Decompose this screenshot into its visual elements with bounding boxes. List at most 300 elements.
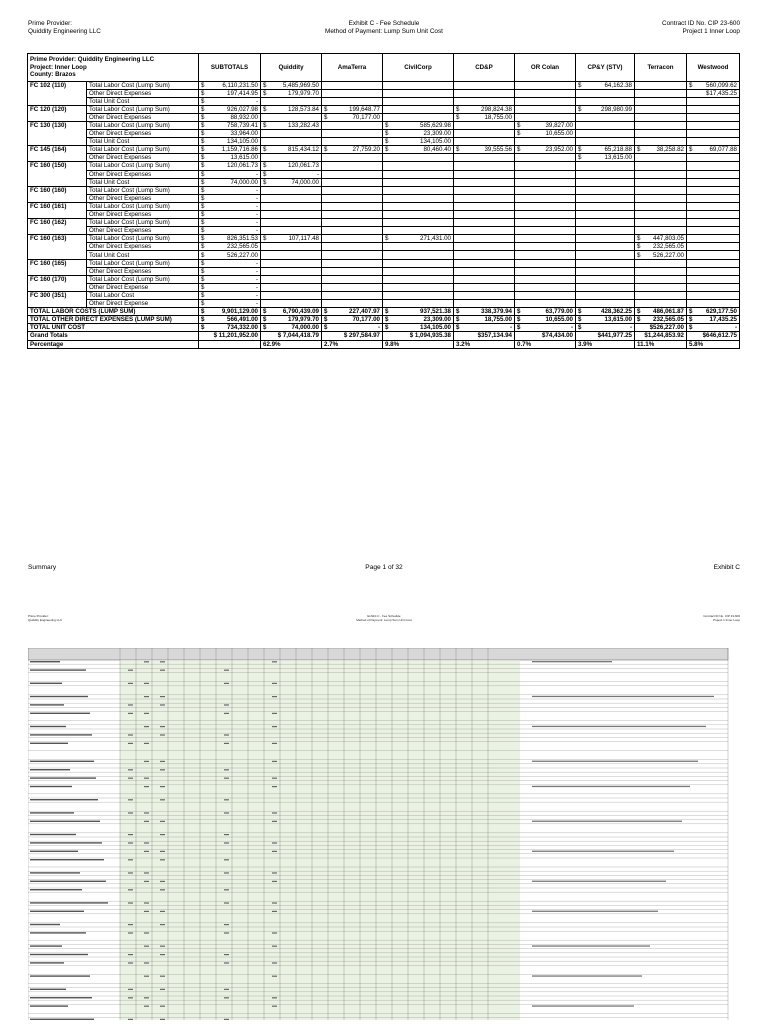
amount-cell xyxy=(687,194,740,202)
amount-cell xyxy=(454,251,515,259)
currency-symbol: $ xyxy=(201,170,205,178)
grid-cell-mark xyxy=(224,812,229,813)
grid-row-text-mark xyxy=(30,997,92,998)
page2-header-line: Contract ID No. CIP 23-600 xyxy=(703,614,740,618)
currency-symbol: $ xyxy=(637,243,641,251)
grid-row-text-mark xyxy=(30,932,86,933)
amount-cell xyxy=(576,154,635,162)
amount-value: 5,485,969.50 xyxy=(282,81,319,89)
amount-cell xyxy=(199,121,261,129)
grand-total-row xyxy=(28,332,740,340)
amount-value: 227,407.97 xyxy=(349,308,380,316)
grid-cell-mark xyxy=(224,962,229,963)
amount-cell xyxy=(576,219,635,227)
grid-cell-mark xyxy=(128,954,133,955)
amount-cell xyxy=(687,324,740,332)
currency-symbol: $ xyxy=(201,316,205,324)
currency-symbol: $ xyxy=(456,113,460,121)
amount-cell xyxy=(515,324,576,332)
amount-value: 232,565.05 xyxy=(227,243,258,251)
cost-description: Total Labor Cost (Lump Sum) xyxy=(87,105,199,113)
prime-provider-label: Prime Provider: xyxy=(28,20,73,27)
amount-cell xyxy=(687,243,740,251)
amount-cell xyxy=(199,316,261,324)
amount-cell xyxy=(515,251,576,259)
amount-cell xyxy=(261,227,322,235)
amount-cell xyxy=(687,275,740,283)
grid-row-text-mark xyxy=(30,704,64,705)
table-header-row xyxy=(28,54,740,82)
grid-cell-mark xyxy=(144,872,149,873)
payment-method: Method of Payment: Lump Sum Unit Cost xyxy=(325,28,443,35)
amount-value: - xyxy=(316,170,319,178)
amount-cell xyxy=(199,154,261,162)
amount-cell xyxy=(199,235,261,243)
corner-header xyxy=(28,54,199,82)
amount-cell xyxy=(576,300,635,308)
amount-value: 758,739.41 xyxy=(227,122,258,130)
amount-cell xyxy=(576,316,635,324)
amount-cell xyxy=(687,267,740,275)
amount-cell xyxy=(635,186,687,194)
grid-cell-mark xyxy=(224,924,229,925)
cost-description: Total Unit Cost xyxy=(87,97,199,105)
table-row xyxy=(28,194,740,202)
function-code: FC 160 (165) xyxy=(28,259,87,275)
cost-description: Total Labor Cost (Lump Sum) xyxy=(87,121,199,129)
page2-header-line: Exhibit C - Fee Schedule xyxy=(367,614,401,618)
amount-value: - xyxy=(629,324,632,332)
amount-cell xyxy=(687,227,740,235)
percentage-row-label: Percentage xyxy=(28,340,199,348)
amount-value: $526,227.00 xyxy=(649,324,684,332)
grid-comment-mark xyxy=(532,945,650,946)
amount-value: 74,000.00 xyxy=(291,324,319,332)
amount-cell xyxy=(635,113,687,121)
amount-cell xyxy=(687,138,740,146)
amount-cell xyxy=(576,186,635,194)
grid-row-text-mark xyxy=(30,726,66,727)
amount-cell xyxy=(383,219,454,227)
amount-cell xyxy=(261,267,322,275)
currency-symbol: $ xyxy=(517,130,521,138)
table-row xyxy=(28,121,740,129)
function-code: FC 160 (161) xyxy=(28,202,87,218)
amount-cell xyxy=(322,275,383,283)
grid-cell-mark xyxy=(224,859,229,860)
grid-cell-mark xyxy=(128,859,133,860)
grid-row-text-mark xyxy=(30,696,88,697)
grid-cell-mark xyxy=(160,881,165,882)
amount-cell xyxy=(515,243,576,251)
grid-cell-mark xyxy=(128,872,133,873)
amount-cell xyxy=(454,154,515,162)
currency-symbol: $ xyxy=(324,146,328,154)
amount-cell xyxy=(576,162,635,170)
grid-cell-mark xyxy=(160,769,165,770)
amount-cell xyxy=(454,186,515,194)
amount-cell xyxy=(383,97,454,105)
currency-symbol: $ xyxy=(578,324,582,332)
grid-hours-shading xyxy=(120,660,520,1020)
amount-value: 298,824.38 xyxy=(481,105,512,113)
amount-cell xyxy=(454,267,515,275)
amount-cell xyxy=(454,219,515,227)
grid-cell-mark xyxy=(144,761,149,762)
amount-value: 64,162.38 xyxy=(604,81,632,89)
function-code: FC 120 (120) xyxy=(28,105,87,121)
amount-cell xyxy=(454,300,515,308)
amount-cell xyxy=(687,89,740,97)
cost-description: Total Labor Cost xyxy=(87,291,199,299)
grid-row-text-mark xyxy=(30,842,102,843)
amount-cell xyxy=(261,97,322,105)
grand-total-row-cell: $357,134.94 xyxy=(454,332,515,340)
grid-row-text-mark xyxy=(30,889,82,890)
grid-cell-mark xyxy=(160,924,165,925)
amount-cell xyxy=(454,170,515,178)
amount-cell xyxy=(576,324,635,332)
grid-row-text-mark xyxy=(30,859,104,860)
percentage-row-cell: 9.8% xyxy=(383,340,454,348)
amount-cell xyxy=(687,291,740,299)
grand-total-row-cell: $ 7,044,418.79 xyxy=(261,332,322,340)
amount-value: $17,435.25 xyxy=(706,89,737,97)
grid-row-text-mark xyxy=(30,851,78,852)
currency-symbol: $ xyxy=(201,291,205,299)
grid-cell-mark xyxy=(144,743,149,744)
grid-cell-mark xyxy=(272,997,277,998)
amount-cell xyxy=(515,275,576,283)
function-code: FC 160 (170) xyxy=(28,275,87,291)
cost-description: Total Labor Cost (Lump Sum) xyxy=(87,275,199,283)
grid-cell-mark xyxy=(272,851,277,852)
amount-cell xyxy=(261,81,322,89)
task-hours-grid xyxy=(28,648,740,1020)
amount-value: - xyxy=(377,324,380,332)
amount-cell xyxy=(383,243,454,251)
amount-cell xyxy=(261,105,322,113)
grand-total-row-cell: $ 11,201,952.00 xyxy=(199,332,261,340)
currency-symbol: $ xyxy=(201,194,205,202)
header-center xyxy=(0,20,768,36)
currency-symbol: $ xyxy=(385,138,389,146)
contract-id: Contract ID No. CIP 23-600 xyxy=(661,20,740,27)
amount-cell xyxy=(635,162,687,170)
amount-cell xyxy=(635,291,687,299)
amount-cell xyxy=(454,113,515,121)
amount-cell xyxy=(383,259,454,267)
grid-row-text-mark xyxy=(30,799,98,800)
amount-cell xyxy=(383,105,454,113)
amount-cell xyxy=(515,283,576,291)
amount-cell xyxy=(261,162,322,170)
amount-cell xyxy=(261,170,322,178)
cost-description: Total Labor Cost (Lump Sum) xyxy=(87,146,199,154)
amount-value: - xyxy=(255,291,258,299)
amount-cell xyxy=(515,308,576,316)
currency-symbol: $ xyxy=(201,227,205,235)
task-hours-grid-lines xyxy=(28,648,740,1020)
amount-cell xyxy=(635,202,687,210)
amount-cell xyxy=(515,211,576,219)
currency-symbol: $ xyxy=(456,316,460,324)
page2-header-line: Prime Provider: xyxy=(28,614,49,618)
amount-cell xyxy=(261,194,322,202)
table-row xyxy=(28,202,740,210)
grid-cell-mark xyxy=(272,821,277,822)
currency-symbol: $ xyxy=(324,308,328,316)
amount-cell xyxy=(322,267,383,275)
grid-cell-mark xyxy=(160,734,165,735)
amount-cell xyxy=(515,130,576,138)
grid-cell-mark xyxy=(272,812,277,813)
table-row xyxy=(28,227,740,235)
amount-cell xyxy=(199,308,261,316)
corner-line: County: Brazos xyxy=(30,71,76,78)
amount-cell xyxy=(687,121,740,129)
amount-cell xyxy=(515,113,576,121)
footer-left: Summary xyxy=(28,564,57,571)
amount-value: 566,491.00 xyxy=(227,316,258,324)
cost-description: Total Labor Cost (Lump Sum) xyxy=(87,219,199,227)
currency-symbol: $ xyxy=(456,324,460,332)
page2-header-right xyxy=(703,615,740,622)
amount-cell xyxy=(576,121,635,129)
amount-cell xyxy=(454,81,515,89)
cost-description: Total Labor Cost (Lump Sum) xyxy=(87,202,199,210)
fee-schedule-table xyxy=(27,53,740,349)
grid-cell-mark xyxy=(128,834,133,835)
grid-cell-mark xyxy=(144,932,149,933)
corner-line: Prime Provider: Quiddity Engineering LLC xyxy=(30,56,155,63)
amount-value: - xyxy=(255,194,258,202)
amount-cell xyxy=(199,186,261,194)
grid-cell-mark xyxy=(144,713,149,714)
grid-row-text-mark xyxy=(30,821,100,822)
amount-cell xyxy=(261,243,322,251)
grid-cell-mark xyxy=(128,683,133,684)
cost-description: Other Direct Expenses xyxy=(87,194,199,202)
currency-symbol: $ xyxy=(517,146,521,154)
amount-cell xyxy=(322,146,383,154)
grid-cell-mark xyxy=(128,889,133,890)
amount-cell xyxy=(576,308,635,316)
table-row xyxy=(28,178,740,186)
total-label: TOTAL LABOR COSTS (LUMP SUM) xyxy=(28,308,199,316)
amount-cell xyxy=(454,235,515,243)
amount-cell xyxy=(576,227,635,235)
amount-cell xyxy=(576,291,635,299)
amount-cell xyxy=(322,113,383,121)
amount-cell xyxy=(322,121,383,129)
cost-description: Total Labor Cost (Lump Sum) xyxy=(87,162,199,170)
project-name: Project 1 Inner Loop xyxy=(682,28,740,35)
amount-value: 128,573.84 xyxy=(288,105,319,113)
grid-cell-mark xyxy=(224,743,229,744)
currency-symbol: $ xyxy=(201,89,205,97)
amount-cell xyxy=(687,235,740,243)
amount-value: 74,000.00 xyxy=(230,178,258,186)
amount-cell xyxy=(383,324,454,332)
col-header: CP&Y (STV) xyxy=(576,54,635,82)
amount-cell xyxy=(635,130,687,138)
amount-cell xyxy=(576,138,635,146)
amount-cell xyxy=(199,251,261,259)
col-header: Terracon xyxy=(635,54,687,82)
grid-cell-mark xyxy=(272,661,277,662)
amount-cell xyxy=(687,219,740,227)
amount-cell xyxy=(199,202,261,210)
currency-symbol: $ xyxy=(201,162,205,170)
amount-cell xyxy=(687,81,740,89)
currency-symbol: $ xyxy=(263,235,267,243)
grid-comment-mark xyxy=(532,821,682,822)
amount-cell xyxy=(199,283,261,291)
currency-symbol: $ xyxy=(201,146,205,154)
prime-provider-name: Quiddity Engineering LLC xyxy=(28,28,101,35)
table-row xyxy=(28,186,740,194)
amount-cell xyxy=(635,259,687,267)
amount-cell xyxy=(383,308,454,316)
grid-cell-mark xyxy=(272,946,277,947)
function-code: FC 300 (351) xyxy=(28,291,87,307)
amount-cell xyxy=(576,178,635,186)
amount-value: - xyxy=(570,324,573,332)
percentage-row-cell: 11.1% xyxy=(635,340,687,348)
amount-cell xyxy=(515,162,576,170)
currency-symbol: $ xyxy=(578,146,582,154)
amount-cell xyxy=(261,89,322,97)
amount-cell xyxy=(687,146,740,154)
amount-cell xyxy=(261,202,322,210)
grid-cell-mark xyxy=(272,872,277,873)
function-code: FC 160 (162) xyxy=(28,219,87,235)
amount-cell xyxy=(383,170,454,178)
amount-value: 18,755.00 xyxy=(484,316,512,324)
amount-cell xyxy=(515,154,576,162)
amount-cell xyxy=(454,324,515,332)
amount-value: 298,980.99 xyxy=(601,105,632,113)
amount-cell xyxy=(199,291,261,299)
currency-symbol: $ xyxy=(517,308,521,316)
grid-cell-mark xyxy=(128,704,133,705)
table-row xyxy=(28,211,740,219)
currency-symbol: $ xyxy=(385,122,389,130)
grid-row-text-mark xyxy=(30,769,70,770)
currency-symbol: $ xyxy=(578,154,582,162)
amount-cell xyxy=(199,227,261,235)
amount-value: 17,435.25 xyxy=(709,316,737,324)
amount-cell xyxy=(261,211,322,219)
amount-cell xyxy=(576,194,635,202)
amount-cell xyxy=(635,121,687,129)
grid-row-text-mark xyxy=(30,902,108,903)
amount-cell xyxy=(383,154,454,162)
amount-value: 69,077.88 xyxy=(709,146,737,154)
grid-cell-mark xyxy=(160,1019,165,1020)
amount-cell xyxy=(576,275,635,283)
currency-symbol: $ xyxy=(201,259,205,267)
amount-cell xyxy=(383,316,454,324)
grid-row-text-mark xyxy=(30,812,74,813)
cost-description: Other Direct Expense xyxy=(87,283,199,291)
amount-cell xyxy=(576,97,635,105)
amount-cell xyxy=(261,146,322,154)
amount-cell xyxy=(687,130,740,138)
amount-cell xyxy=(261,275,322,283)
function-code: FC 130 (130) xyxy=(28,121,87,145)
amount-value: 338,379.94 xyxy=(481,308,512,316)
cost-description: Total Labor Cost (Lump Sum) xyxy=(87,81,199,89)
amount-value: 120,061.73 xyxy=(288,162,319,170)
amount-cell xyxy=(322,178,383,186)
currency-symbol: $ xyxy=(201,219,205,227)
amount-cell xyxy=(515,300,576,308)
fee-table-body xyxy=(28,81,740,348)
grid-row-text-mark xyxy=(30,911,84,912)
grid-cell-mark xyxy=(160,954,165,955)
amount-value: 179,979.70 xyxy=(288,89,319,97)
grid-cell-mark xyxy=(224,704,229,705)
amount-cell xyxy=(261,283,322,291)
total-row xyxy=(28,324,740,332)
amount-value: 88,932.00 xyxy=(230,113,258,121)
amount-cell xyxy=(635,105,687,113)
currency-symbol: $ xyxy=(201,97,205,105)
currency-symbol: $ xyxy=(263,324,267,332)
grid-cell-mark xyxy=(144,881,149,882)
currency-symbol: $ xyxy=(201,113,205,121)
percentage-row-cell: 3.9% xyxy=(576,340,635,348)
cost-description: Total Labor Cost (Lump Sum) xyxy=(87,186,199,194)
amount-cell xyxy=(261,235,322,243)
grand-total-row-cell: $1,244,853.92 xyxy=(635,332,687,340)
table-row xyxy=(28,138,740,146)
cost-description: Other Direct Expenses xyxy=(87,130,199,138)
amount-cell xyxy=(199,243,261,251)
amount-value: 815,434.12 xyxy=(288,146,319,154)
amount-value: 70,177.00 xyxy=(352,113,380,121)
grid-cell-mark xyxy=(160,799,165,800)
amount-cell xyxy=(383,235,454,243)
amount-cell xyxy=(515,170,576,178)
grid-cell-mark xyxy=(144,851,149,852)
col-header: CivilCorp xyxy=(383,54,454,82)
grid-cell-mark xyxy=(160,696,165,697)
amount-cell xyxy=(199,146,261,154)
amount-cell xyxy=(515,194,576,202)
currency-symbol: $ xyxy=(263,308,267,316)
currency-symbol: $ xyxy=(201,283,205,291)
currency-symbol: $ xyxy=(385,146,389,154)
amount-cell xyxy=(454,259,515,267)
cost-description: Total Unit Cost xyxy=(87,251,199,259)
amount-cell xyxy=(635,178,687,186)
grid-cell-mark xyxy=(144,726,149,727)
amount-value: 560,099.62 xyxy=(706,81,737,89)
amount-value: 23,309.00 xyxy=(423,316,451,324)
grid-comment-mark xyxy=(532,786,690,787)
currency-symbol: $ xyxy=(263,162,267,170)
cost-description: Other Direct Expenses xyxy=(87,267,199,275)
grand-total-row-cell: $ 1,094,935.38 xyxy=(383,332,454,340)
currency-symbol: $ xyxy=(637,235,641,243)
grid-row-text-mark xyxy=(30,954,88,955)
percentage-row-cell xyxy=(199,340,261,348)
amount-value: - xyxy=(509,324,512,332)
amount-value: 13,615.00 xyxy=(604,154,632,162)
